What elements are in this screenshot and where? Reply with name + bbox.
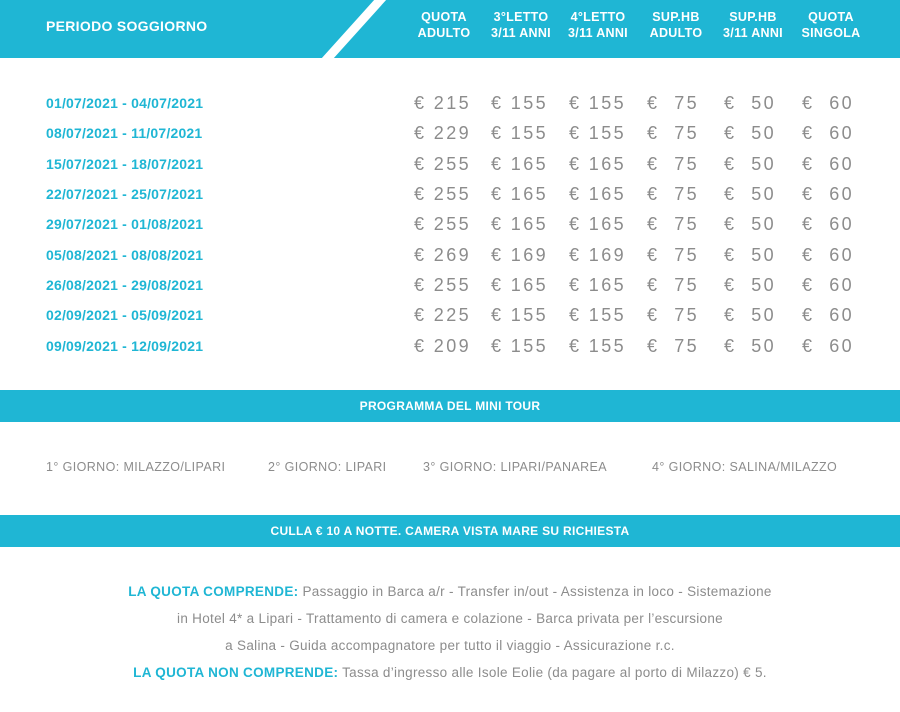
header-divider-stripe (322, 0, 386, 58)
column-line: SINGOLA (801, 26, 861, 40)
period-date: 08/07/2021 - 11/07/2021 (46, 125, 203, 141)
column-line: 3/11 ANNI (491, 26, 551, 40)
price-cell: € 75 (647, 275, 700, 295)
column-line: SUP.HB (652, 10, 700, 24)
price-cell: € 169 (491, 245, 549, 265)
price-cell: € 60 (802, 123, 855, 143)
price-cell: € 50 (724, 275, 777, 295)
column-quota-adulto (404, 9, 484, 41)
period-date: 09/09/2021 - 12/09/2021 (46, 338, 204, 354)
price-cell: € 255 (414, 275, 472, 295)
price-cell: € 155 (569, 93, 627, 113)
program-band: PROGRAMMA DEL MINI TOUR (0, 390, 900, 422)
price-row (0, 209, 900, 239)
column-line: ADULTO (649, 26, 703, 40)
program-day-1: 1° GIORNO: MILAZZO/LIPARI (46, 460, 226, 474)
price-cell: € 255 (414, 214, 472, 234)
price-cell: € 269 (414, 245, 472, 265)
program-day-3: 3° GIORNO: LIPARI/PANAREA (423, 460, 608, 474)
price-cell: € 60 (802, 154, 855, 174)
price-cell: € 75 (647, 93, 700, 113)
price-row (0, 88, 900, 118)
price-row (0, 118, 900, 148)
price-cell: € 60 (802, 305, 855, 325)
price-cell: € 75 (647, 336, 700, 356)
price-row (0, 331, 900, 361)
price-table-header (0, 0, 900, 58)
price-cell: € 75 (647, 245, 700, 265)
price-cell: € 50 (724, 336, 777, 356)
includes-line-2: in Hotel 4* a Lipari - Trattamento di camera e colazione - Barca privata per l’escursione (177, 611, 723, 626)
excludes-text: Tassa d’ingresso alle Isole Eolie (da pagare al porto di Milazzo) € 5. (338, 665, 767, 680)
includes-label: LA QUOTA COMPRENDE: (128, 584, 299, 599)
price-cell: € 50 (724, 184, 777, 204)
price-cell: € 60 (802, 214, 855, 234)
program-day-4: 4° GIORNO: SALINA/MILAZZO (652, 460, 838, 474)
column-line: SUP.HB (729, 10, 777, 24)
includes-line-1 (0, 584, 900, 599)
column-sup-hb-adulto (636, 9, 716, 41)
price-cell: € 165 (491, 154, 549, 174)
price-cell: € 165 (491, 184, 549, 204)
column-quarto-letto (558, 9, 638, 41)
price-cell: € 50 (724, 214, 777, 234)
price-cell: € 165 (491, 214, 549, 234)
price-cell: € 209 (414, 336, 472, 356)
period-column-title: PERIODO SOGGIORNO (46, 18, 208, 34)
price-cell: € 75 (647, 305, 700, 325)
column-line: QUOTA (421, 10, 467, 24)
column-line: 3°LETTO (493, 10, 549, 24)
price-cell: € 255 (414, 154, 472, 174)
period-date: 26/08/2021 - 29/08/2021 (46, 277, 204, 293)
price-cell: € 165 (569, 214, 627, 234)
includes-line-3: a Salina - Guida accompagnatore per tutto il viaggio - Assicurazione r.c. (225, 638, 675, 653)
price-cell: € 165 (569, 184, 627, 204)
period-date: 15/07/2021 - 18/07/2021 (46, 156, 204, 172)
price-cell: € 50 (724, 123, 777, 143)
column-line: 4°LETTO (570, 10, 626, 24)
price-cell: € 60 (802, 245, 855, 265)
price-row (0, 149, 900, 179)
price-row (0, 300, 900, 330)
period-date: 22/07/2021 - 25/07/2021 (46, 186, 204, 202)
price-cell: € 155 (491, 336, 549, 356)
price-cell: € 50 (724, 305, 777, 325)
price-cell: € 50 (724, 154, 777, 174)
price-cell: € 165 (569, 275, 627, 295)
price-row (0, 240, 900, 270)
period-date: 01/07/2021 - 04/07/2021 (46, 95, 204, 111)
excludes-line (0, 665, 900, 680)
price-row (0, 270, 900, 300)
price-cell: € 60 (802, 93, 855, 113)
column-line: ADULTO (417, 26, 471, 40)
extra-info-band: CULLA € 10 A NOTTE. CAMERA VISTA MARE SU RICHIESTA (0, 515, 900, 547)
price-cell: € 155 (491, 305, 549, 325)
price-cell: € 155 (569, 305, 627, 325)
price-cell: € 169 (569, 245, 627, 265)
price-cell: € 60 (802, 336, 855, 356)
column-terzo-letto (481, 9, 561, 41)
program-day-2: 2° GIORNO: LIPARI (268, 460, 387, 474)
period-date: 29/07/2021 - 01/08/2021 (46, 216, 204, 232)
period-date: 02/09/2021 - 05/09/2021 (46, 307, 204, 323)
price-cell: € 75 (647, 154, 700, 174)
price-cell: € 50 (724, 93, 777, 113)
column-line: 3/11 ANNI (568, 26, 628, 40)
column-line: 3/11 ANNI (723, 26, 783, 40)
price-cell: € 225 (414, 305, 472, 325)
price-cell: € 155 (491, 123, 549, 143)
price-row (0, 179, 900, 209)
price-cell: € 60 (802, 275, 855, 295)
price-cell: € 60 (802, 184, 855, 204)
price-cell: € 165 (491, 275, 549, 295)
price-cell: € 255 (414, 184, 472, 204)
price-cell: € 50 (724, 245, 777, 265)
price-cell: € 155 (569, 123, 627, 143)
column-sup-hb-bambini (713, 9, 793, 41)
excludes-label: LA QUOTA NON COMPRENDE: (133, 665, 339, 680)
price-cell: € 229 (414, 123, 472, 143)
column-line: QUOTA (808, 10, 854, 24)
price-cell: € 155 (491, 93, 549, 113)
period-date: 05/08/2021 - 08/08/2021 (46, 247, 204, 263)
price-cell: € 165 (569, 154, 627, 174)
price-cell: € 75 (647, 214, 700, 234)
price-cell: € 215 (414, 93, 472, 113)
price-cell: € 75 (647, 123, 700, 143)
price-cell: € 75 (647, 184, 700, 204)
includes-text-1: Passaggio in Barca a/r - Transfer in/out - Assistenza in loco - Sistemazione (298, 584, 772, 599)
column-quota-singola (791, 9, 871, 41)
price-cell: € 155 (569, 336, 627, 356)
